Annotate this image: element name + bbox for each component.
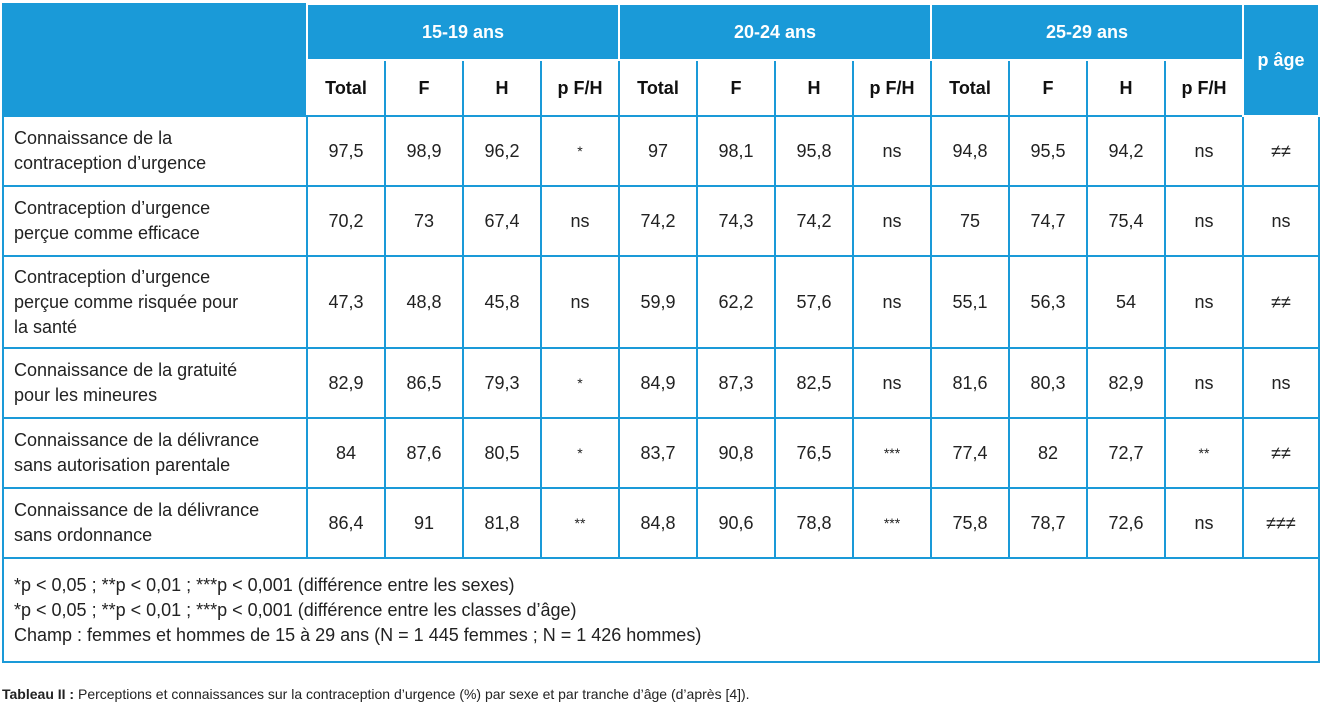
table-cell: ns <box>853 186 931 256</box>
table-cell: 62,2 <box>697 256 775 348</box>
table-cell: 97,5 <box>307 116 385 186</box>
table-cell: ns <box>1165 348 1243 418</box>
row-label-line: la santé <box>14 316 78 337</box>
row-label-line: Contraception d’urgence <box>14 198 211 218</box>
header-f: F <box>1009 60 1087 116</box>
table-cell: 90,8 <box>697 418 775 488</box>
table-cell: 97 <box>619 116 697 186</box>
table-cell: 81,8 <box>463 488 541 558</box>
table-cell: 77,4 <box>931 418 1009 488</box>
header-h: H <box>463 60 541 116</box>
row-label <box>3 348 307 418</box>
header-h: H <box>1087 60 1165 116</box>
table-row <box>3 418 1319 488</box>
table-cell: 84 <box>307 418 385 488</box>
header-group-20-24: 20-24 ans <box>619 4 931 60</box>
table-cell: 84,8 <box>619 488 697 558</box>
table-cell: 98,1 <box>697 116 775 186</box>
row-label <box>3 186 307 256</box>
table-cell: 82,5 <box>775 348 853 418</box>
table-cell: ns <box>853 348 931 418</box>
table-cell: 84,9 <box>619 348 697 418</box>
table-cell: * <box>541 116 619 186</box>
row-label-line: Connaissance de la gratuité <box>14 360 238 380</box>
table-cell: 78,8 <box>775 488 853 558</box>
table-body <box>3 116 1319 558</box>
table-cell: 57,6 <box>775 256 853 348</box>
row-label-line: perçue comme efficace <box>14 223 200 243</box>
row-label <box>3 256 307 348</box>
table-cell: ns <box>1165 116 1243 186</box>
row-label-line: perçue comme risquée pour <box>14 291 239 312</box>
table-cell: ** <box>1165 418 1243 488</box>
table-cell: 55,1 <box>931 256 1009 348</box>
table-row <box>3 488 1319 558</box>
table-cell: 74,7 <box>1009 186 1087 256</box>
table-cell: 67,4 <box>463 186 541 256</box>
table-cell: ns <box>1243 348 1319 418</box>
table-cell: ≠≠ <box>1243 256 1319 348</box>
table-cell: 80,3 <box>1009 348 1087 418</box>
header-corner <box>3 4 307 116</box>
table-cell: 74,3 <box>697 186 775 256</box>
note-line: *p < 0,05 ; **p < 0,01 ; ***p < 0,001 (différence entre les classes d’âge) <box>14 599 577 620</box>
row-label <box>3 488 307 558</box>
table-cell: ns <box>1165 186 1243 256</box>
table-row <box>3 348 1319 418</box>
table-cell: ns <box>541 256 619 348</box>
table-cell: *** <box>853 418 931 488</box>
row-label-line: Connaissance de la délivrance <box>14 430 260 450</box>
table-cell: 47,3 <box>307 256 385 348</box>
data-table <box>2 3 1320 663</box>
table-cell: 74,2 <box>619 186 697 256</box>
header-total: Total <box>619 60 697 116</box>
table-cell: 98,9 <box>385 116 463 186</box>
header-total: Total <box>931 60 1009 116</box>
header-group-15-19: 15-19 ans <box>307 4 619 60</box>
table-cell: *** <box>853 488 931 558</box>
table-cell: 54 <box>1087 256 1165 348</box>
row-label-line: Connaissance de la <box>14 128 173 148</box>
header-f: F <box>697 60 775 116</box>
table-cell: ns <box>1165 256 1243 348</box>
row-label-line: sans autorisation parentale <box>14 455 231 475</box>
table-cell: ns <box>853 256 931 348</box>
table-cell: * <box>541 348 619 418</box>
table-cell: 78,7 <box>1009 488 1087 558</box>
table-cell: ns <box>1243 186 1319 256</box>
table-cell: 91 <box>385 488 463 558</box>
table-cell: 82,9 <box>307 348 385 418</box>
table-cell: ns <box>541 186 619 256</box>
table-cell: 45,8 <box>463 256 541 348</box>
table-row <box>3 256 1319 348</box>
table-notes <box>3 558 1319 662</box>
table-row <box>3 186 1319 256</box>
header-pfh: p F/H <box>1165 60 1243 116</box>
row-label-line: contraception d’urgence <box>14 153 207 173</box>
caption-text: Perceptions et connaissances sur la contraception d’urgence (%) par sexe et par tranche d’âge (d’après [4]). <box>74 686 750 702</box>
table-cell: 96,2 <box>463 116 541 186</box>
table-cell: 72,7 <box>1087 418 1165 488</box>
table-row <box>3 116 1319 186</box>
header-h: H <box>775 60 853 116</box>
row-label-line: pour les mineures <box>14 385 158 405</box>
note-line: Champ : femmes et hommes de 15 à 29 ans (N = 1 445 femmes ; N = 1 426 hommes) <box>14 624 702 645</box>
row-label <box>3 418 307 488</box>
table-cell: 48,8 <box>385 256 463 348</box>
row-label <box>3 116 307 186</box>
header-row-groups <box>3 4 1319 60</box>
table-cell: 81,6 <box>931 348 1009 418</box>
table-cell: 75,8 <box>931 488 1009 558</box>
table-cell: 79,3 <box>463 348 541 418</box>
table-cell: 83,7 <box>619 418 697 488</box>
table-cell: ns <box>1165 488 1243 558</box>
header-pfh: p F/H <box>853 60 931 116</box>
table-cell: 74,2 <box>775 186 853 256</box>
table-cell: 90,6 <box>697 488 775 558</box>
table-cell: 76,5 <box>775 418 853 488</box>
table-cell: 87,6 <box>385 418 463 488</box>
row-label-line: Contraception d’urgence <box>14 266 211 287</box>
header-pfh: p F/H <box>541 60 619 116</box>
table-cell: ≠≠ <box>1243 418 1319 488</box>
table-cell: 94,2 <box>1087 116 1165 186</box>
table-cell: 56,3 <box>1009 256 1087 348</box>
header-f: F <box>385 60 463 116</box>
table-cell: 80,5 <box>463 418 541 488</box>
table-cell: ≠≠≠ <box>1243 488 1319 558</box>
table-cell: 94,8 <box>931 116 1009 186</box>
table-cell: 87,3 <box>697 348 775 418</box>
table-cell: ** <box>541 488 619 558</box>
table-cell: 73 <box>385 186 463 256</box>
table-cell: 95,8 <box>775 116 853 186</box>
table-cell: 75,4 <box>1087 186 1165 256</box>
table-cell: 86,4 <box>307 488 385 558</box>
table-cell: * <box>541 418 619 488</box>
table-cell: ≠≠ <box>1243 116 1319 186</box>
table-cell: ns <box>853 116 931 186</box>
table-cell: 75 <box>931 186 1009 256</box>
table-cell: 82,9 <box>1087 348 1165 418</box>
note-line: *p < 0,05 ; **p < 0,01 ; ***p < 0,001 (différence entre les sexes) <box>14 574 515 595</box>
caption-label: Tableau II : <box>2 686 75 702</box>
header-group-25-29: 25-29 ans <box>931 4 1243 60</box>
row-label-line: sans ordonnance <box>14 525 153 545</box>
row-label-line: Connaissance de la délivrance <box>14 500 260 520</box>
table-cell: 72,6 <box>1087 488 1165 558</box>
table-cell: 59,9 <box>619 256 697 348</box>
table-cell: 70,2 <box>307 186 385 256</box>
header-total: Total <box>307 60 385 116</box>
header-p-age: p âge <box>1243 4 1319 116</box>
table-caption <box>2 686 750 702</box>
table-cell: 86,5 <box>385 348 463 418</box>
table-cell: 95,5 <box>1009 116 1087 186</box>
notes-row <box>3 558 1319 662</box>
table-cell: 82 <box>1009 418 1087 488</box>
